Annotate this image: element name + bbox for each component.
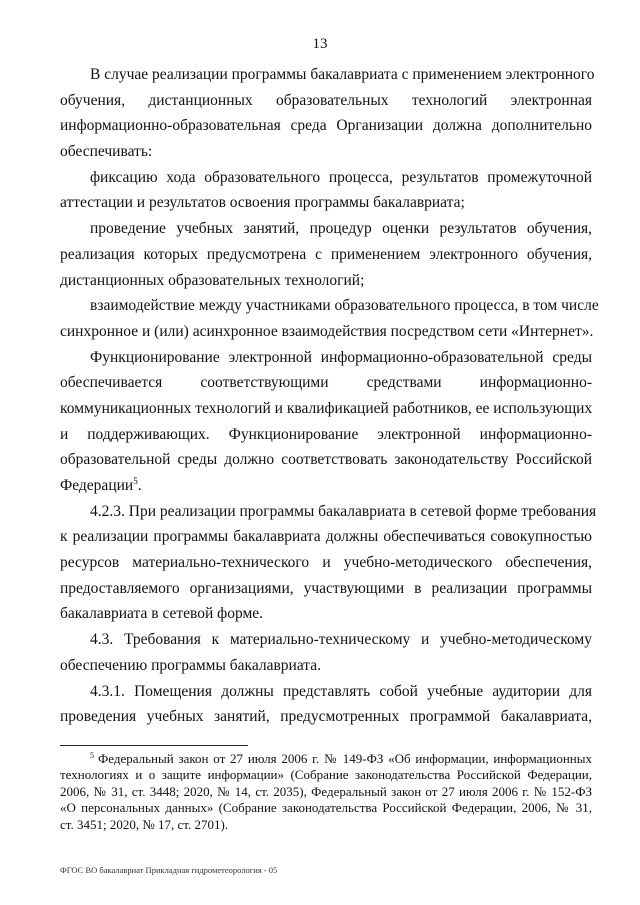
text-line: реализация которых предусмотрена с применением электронного обучения,	[60, 245, 592, 263]
footnote-line: «О персональных данных» (Собрание законодательства Российской Федерации, 2006, № 31,	[60, 800, 592, 816]
text-line: дистанционных образовательных технологий;	[60, 271, 365, 289]
footnote-separator	[60, 745, 248, 746]
text-line: проведение учебных занятий, процедур оценки результатов обучения,	[90, 220, 592, 238]
paragraph	[60, 679, 592, 730]
text-line: ресурсов материально-технического и учебно-методического обеспечения,	[60, 554, 592, 572]
text-line: синхронное и (или) асинхронное взаимодействия посредством сети «Интернет».	[60, 322, 594, 340]
text-line: фиксацию хода образовательного процесса, результатов промежуточной	[90, 168, 592, 186]
text-line: к реализации программы бакалавриата должны обеспечиваться совокупностью	[60, 528, 592, 546]
paragraph	[60, 293, 599, 344]
paragraph	[60, 165, 592, 216]
text-line-with-footnote	[60, 473, 592, 499]
paragraph	[60, 345, 592, 499]
page-number: 13	[312, 36, 328, 52]
text-line: В случае реализации программы бакалавриата с применением электронного	[90, 66, 595, 83]
line-text: Федерации	[60, 477, 134, 494]
paragraph	[60, 499, 597, 627]
text-line: 4.2.3. При реализации программы бакалавриата в сетевой форме требования	[90, 502, 597, 520]
text-line: 4.3.1. Помещения должны представлять собой учебные аудитории для	[90, 682, 592, 700]
paragraph	[60, 627, 592, 678]
footnote-mark: 5	[90, 750, 94, 760]
line-tail: .	[137, 477, 142, 494]
text-line: взаимодействие между участниками образовательного процесса, в том числе	[90, 297, 599, 315]
page-footer: ФГОС ВО бакалавриат Прикладная гидрометеорология - 05	[60, 865, 278, 875]
footnote-text: Федеральный закон от 27 июля 2006 г. № 149-ФЗ «Об информации, информационных	[98, 751, 592, 766]
document-body	[60, 62, 599, 730]
text-line: обеспечению программы бакалавриата.	[60, 656, 322, 674]
paragraph	[60, 62, 595, 165]
footnote-line: ст. 3451; 2020, № 17, ст. 2701).	[60, 816, 229, 832]
text-line: аттестации и результатов освоения программы бакалавриата;	[60, 194, 465, 212]
text-line: бакалавриата в сетевой форме.	[60, 605, 264, 623]
text-line: коммуникационных технологий и квалификацией работников, ее использующих	[60, 399, 593, 417]
text-line: информационно-образовательная среда Организации должна дополнительно	[60, 117, 592, 135]
text-line: и поддерживающих. Функционирование электронной информационно-	[60, 425, 592, 443]
text-line: проведения учебных занятий, предусмотренных программой бакалавриата,	[60, 708, 592, 726]
text-line: предоставляемого организациями, участвующими в реализации программы	[60, 579, 592, 597]
footnote-line: 2006, № 31, ст. 3448; 2020, № 14, ст. 2035), Федеральный закон от 27 июля 2006 г. № 152-ФЗ	[60, 783, 592, 799]
text-line: обеспечивать:	[60, 143, 153, 161]
text-line: обеспечивается соответствующими средствами информационно-	[60, 374, 592, 392]
footnote	[60, 751, 592, 833]
text-line: 4.3. Требования к материально-техническому и учебно-методическому	[90, 631, 592, 649]
footnote-reference: 5	[133, 475, 138, 486]
footnote-line	[60, 751, 592, 767]
text-line: Функционирование электронной информационно-образовательной среды	[90, 348, 592, 366]
footnote-line: технологиях и о защите информации» (Собрание законодательства Российской Федерации,	[60, 767, 592, 783]
text-line: обучения, дистанционных образовательных технологий электронная	[60, 91, 592, 109]
text-line: образовательной среды должно соответствовать законодательству Российской	[60, 451, 592, 469]
paragraph	[60, 216, 592, 293]
